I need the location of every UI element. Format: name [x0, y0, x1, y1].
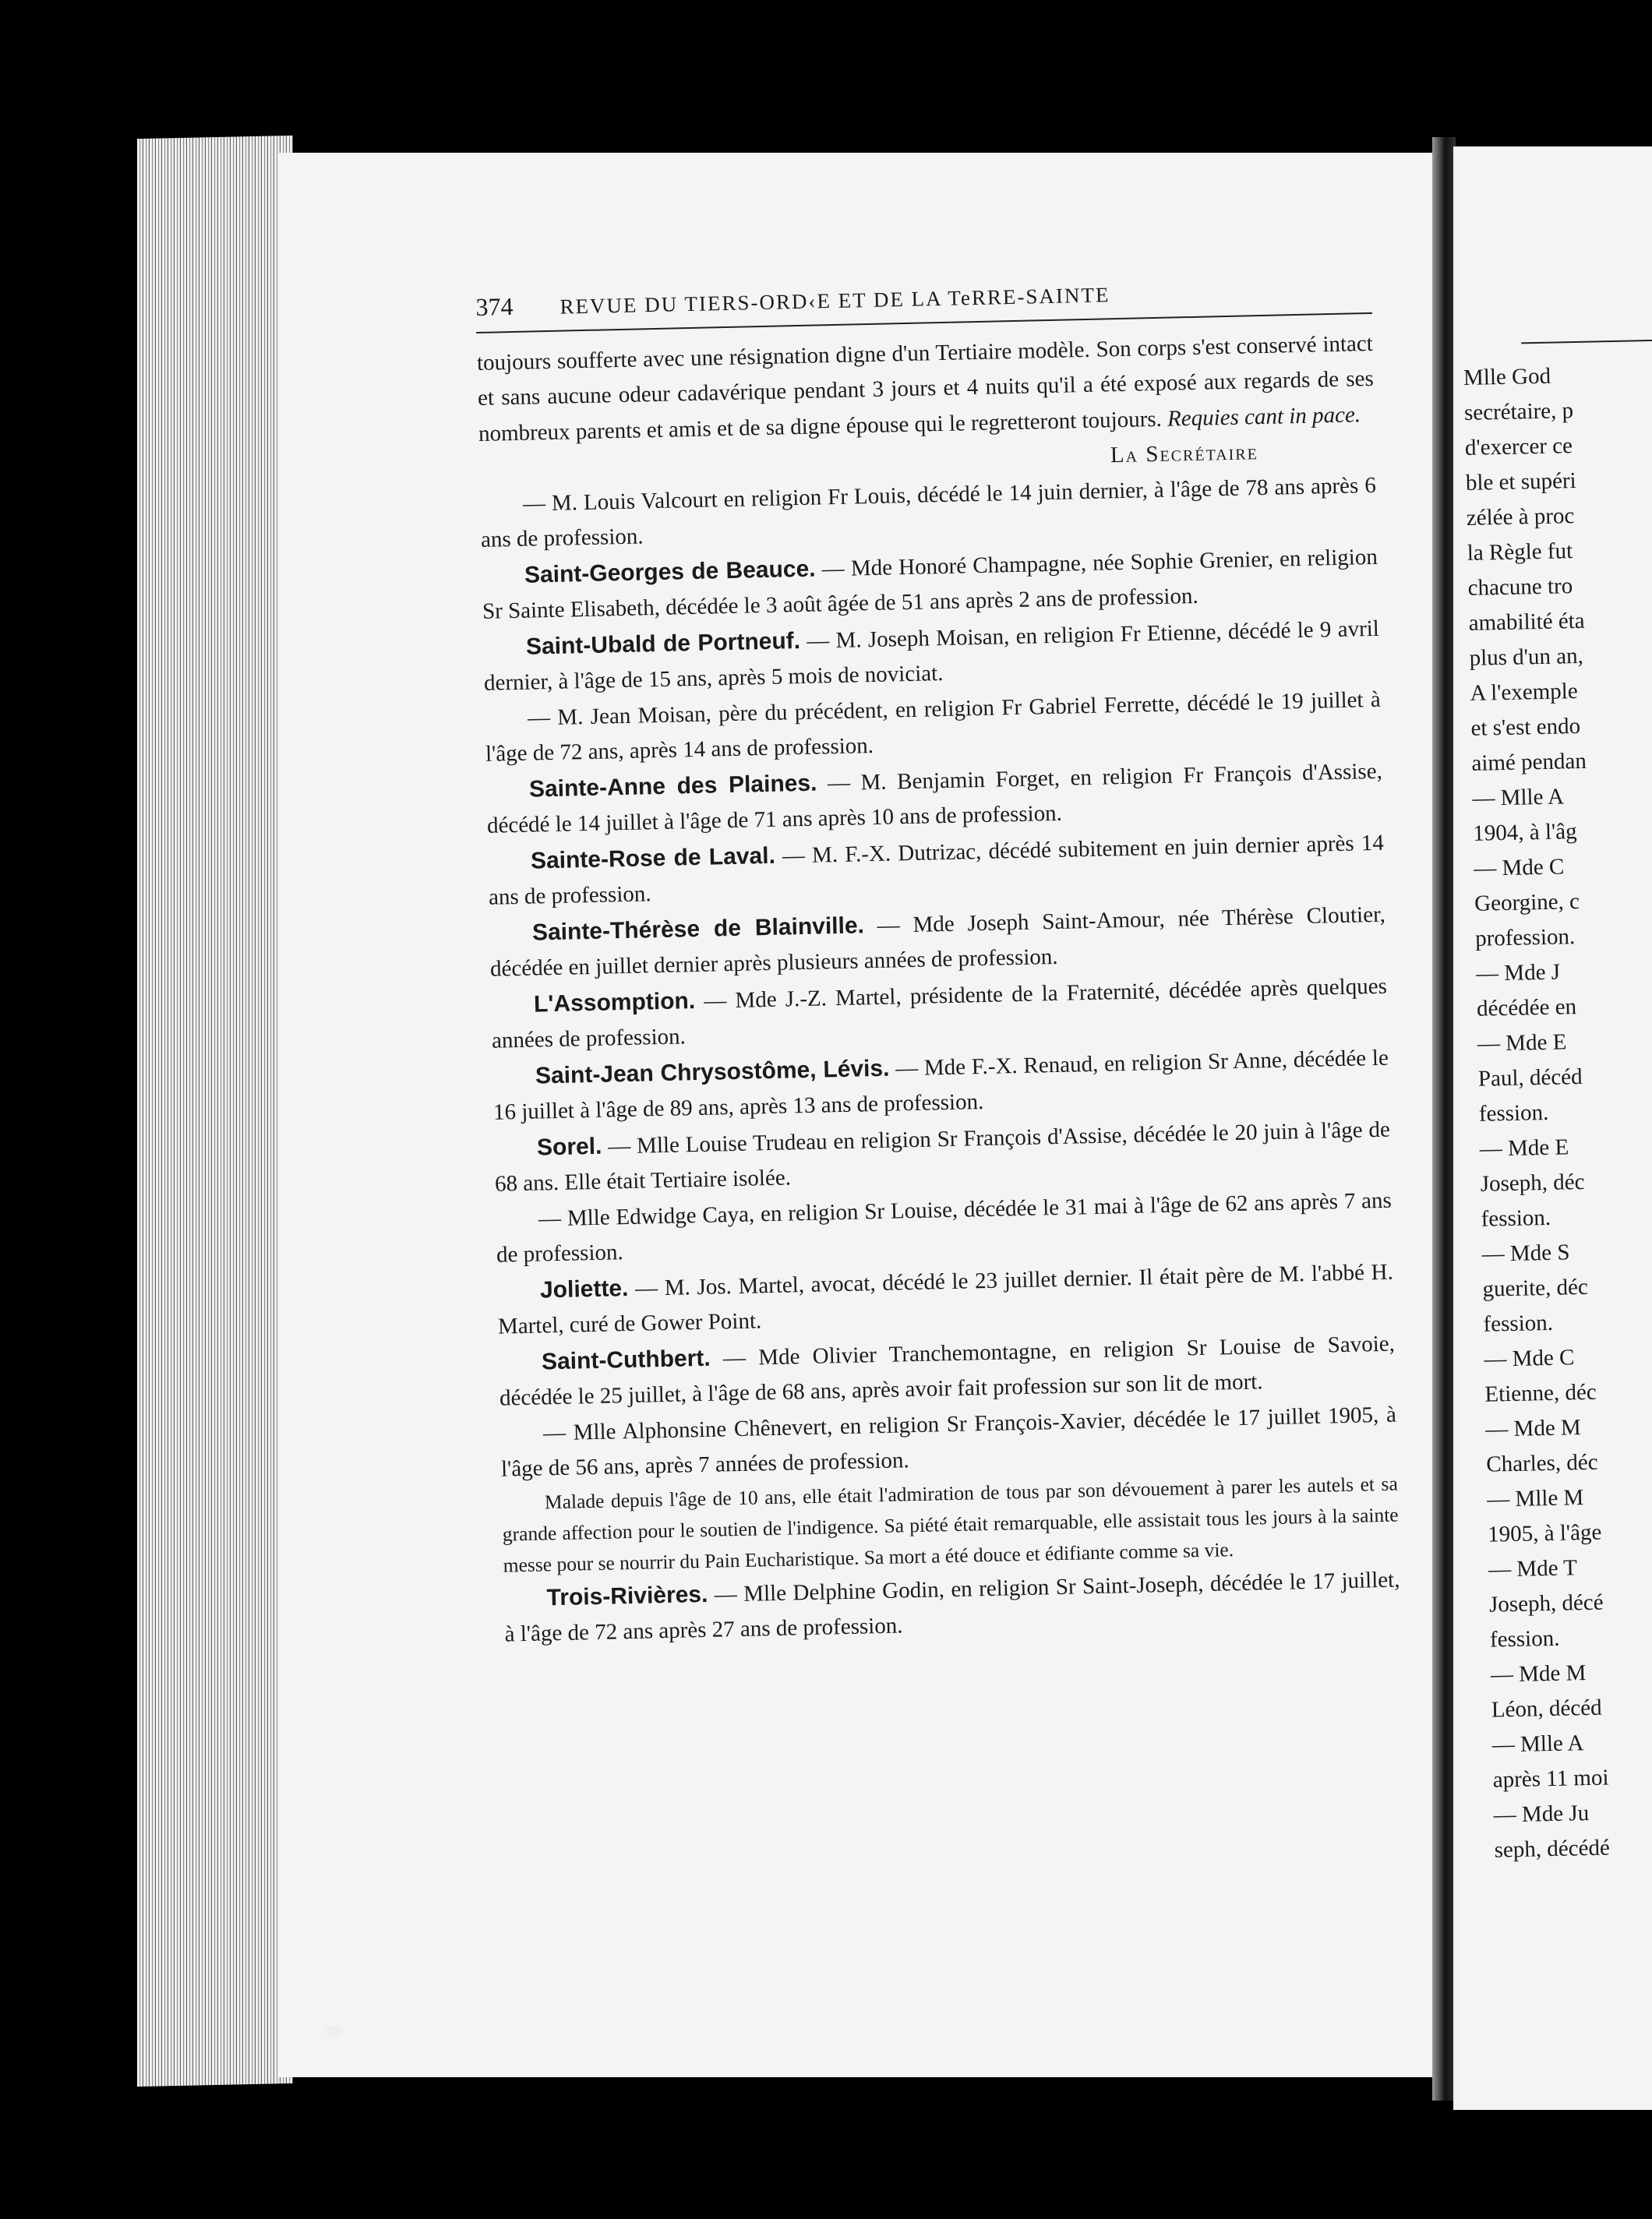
- left-page-text: [475, 270, 1401, 1653]
- right-page-line: d'exercer ce: [1464, 433, 1573, 460]
- right-page-line: et s'est endo: [1470, 713, 1581, 741]
- obituary-entries: [480, 467, 1401, 1653]
- page-edges: [137, 136, 293, 2087]
- running-title: REVUE DU TIERS-ORD‹E ET DE LA TeRRE-SAINTE: [559, 283, 1110, 319]
- place-name: Saint-Jean Chrysostôme, Lévis.: [535, 1055, 890, 1089]
- right-header-rule: [1521, 333, 1652, 344]
- signature: La Secrétaire: [1110, 439, 1259, 468]
- entry-text: — Mde Olivier Tranchemontagne, en religion Sr Louise de Savoie, décédée le 25 juillet, à l'âge de 68 ans, après avoir fait profession sur son lit de mort.: [499, 1331, 1396, 1411]
- right-page-line: plus d'un an,: [1469, 643, 1584, 671]
- right-page-line: — Mde Ju: [1493, 1801, 1590, 1828]
- right-page-line: Georgine, c: [1474, 889, 1580, 916]
- entry-text: Malade depuis l'âge de 10 ans, elle était l'admiration de tous par son dévouement à parer les autels et sa grande affection pour le soutien de l'indigence. Sa piété était remarquable, elle assistait tous les jours à la sainte messe pour se nourrir du Pain Eucharistique. Sa mort a été douce et édifiante comme sa vie.: [502, 1472, 1399, 1577]
- right-page-line: fession.: [1489, 1625, 1560, 1653]
- entry-text: — Mde F.-X. Renaud, en religion Sr Anne, décédée le 16 juillet à l'âge de 89 ans, après 13 ans de profession.: [492, 1045, 1389, 1125]
- page-number: 374: [475, 291, 514, 321]
- right-page-line: secrétaire, p: [1463, 398, 1574, 425]
- right-page-line: fession.: [1478, 1099, 1549, 1127]
- right-page-line: Charles, déc: [1485, 1449, 1598, 1477]
- entry-text: — Mde Honoré Champagne, née Sophie Grenier, en religion Sr Sainte Elisabeth, décédée le 3 août âgée de 51 ans après 2 ans de profession.: [482, 544, 1378, 624]
- right-page-line: — Mlle A: [1491, 1730, 1584, 1758]
- right-page-line: 1905, à l'âge: [1487, 1519, 1602, 1547]
- right-page-line: chacune tro: [1467, 573, 1573, 601]
- right-page-line: fession.: [1483, 1310, 1554, 1337]
- entry-text: — M. Louis Valcourt en religion Fr Louis, décédé le 14 juin dernier, à l'âge de 78 ans après 6 ans de profession.: [480, 472, 1377, 552]
- book-gutter: [1432, 137, 1456, 2101]
- place-name: Joliette.: [539, 1275, 629, 1303]
- place-name: Trois-Rivières.: [546, 1581, 708, 1610]
- right-page-line: — Mde J: [1475, 959, 1561, 986]
- right-page-line: Joseph, déc: [1480, 1169, 1585, 1197]
- place-name: Sainte-Anne des Plaines.: [528, 770, 817, 803]
- right-page-line: — Mde M: [1485, 1415, 1582, 1442]
- intro-paragraph: [477, 326, 1375, 452]
- right-page-line: — Mde E: [1477, 1029, 1567, 1057]
- right-page-line: la Règle fut: [1467, 538, 1573, 566]
- entry-text: — M. Joseph Moisan, en religion Fr Etienne, décédé le 9 avril dernier, à l'âge de 15 ans, après 5 mois de noviciat.: [483, 616, 1380, 696]
- place-name: Saint-Georges de Beauce.: [524, 556, 816, 588]
- entry-text: — Mlle Delphine Godin, en religion Sr Saint-Joseph, décédée le 17 juillet, à l'âge de 72 ans après 27 ans de profession.: [504, 1567, 1400, 1647]
- place-name: Sorel.: [536, 1133, 602, 1161]
- right-page-lines: [1463, 356, 1652, 1868]
- right-page-line: — Mlle A: [1472, 784, 1565, 811]
- right-page-line: zélée à proc: [1466, 503, 1575, 531]
- entry-text: — Mlle Alphonsine Chênevert, en religion Sr François-Xavier, décédée le 17 juillet 1905, à l'âge de 56 ans, après 7 années de profession.: [500, 1402, 1397, 1482]
- right-page-line: seph, décédé: [1494, 1835, 1611, 1863]
- right-page-line: décédée en: [1476, 994, 1577, 1021]
- right-page-line: ble et supéri: [1465, 467, 1576, 496]
- right-page-line: — Mde S: [1481, 1240, 1570, 1267]
- right-page-line: profession.: [1474, 924, 1576, 951]
- intro-text: toujours soufferte avec une résignation digne d'un Tertiaire modèle. Son corps s'est conservé intact et sans aucune odeur cadavérique pendant 3 jours et 4 nuits qu'il a été exposé aux regards de ses nombreux parents et amis et de sa digne épouse qui le regretteront toujours.: [476, 330, 1375, 446]
- entry-text: — Mde Joseph Saint-Amour, née Thérèse Cloutier, décédée en juillet dernier après plusieurs années de profession.: [489, 901, 1386, 982]
- entry-text: — M. Benjamin Forget, en religion Fr François d'Assise, décédé le 14 juillet à l'âge de 71 ans après 10 ans de profession.: [486, 758, 1383, 838]
- place-name: Sainte-Rose de Laval.: [530, 842, 776, 874]
- entry-text: — M. Jos. Martel, avocat, décédé le 23 juillet dernier. Il était père de M. l'abbé H. Martel, curé de Gower Point.: [497, 1259, 1394, 1339]
- right-page-line: 1904, à l'âg: [1473, 819, 1577, 846]
- place-name: Saint-Ubald de Portneuf.: [525, 627, 801, 660]
- entry-text: — M. F.-X. Dutrizac, décédé subitement en juin dernier après 14 ans de profession.: [488, 830, 1385, 910]
- right-page-line: — Mde C: [1484, 1345, 1575, 1372]
- right-page-line: — Mlle M: [1486, 1485, 1584, 1512]
- place-name: L'Assomption.: [533, 987, 696, 1018]
- entry-text: — M. Jean Moisan, père du précédent, en religion Fr Gabriel Ferrette, décédé le 19 juillet à l'âge de 72 ans, après 14 ans de profession.: [485, 686, 1382, 767]
- entry-text: — Mde J.-Z. Martel, présidente de la Fraternité, décédée après quelques années de profession.: [491, 973, 1388, 1053]
- right-page: [1453, 146, 1652, 2110]
- right-page-line: guerite, déc: [1482, 1274, 1589, 1302]
- right-page-line: A l'exemple: [1470, 679, 1578, 706]
- right-page-line: Etienne, déc: [1484, 1379, 1597, 1407]
- intro-italic: Requies cant in pace.: [1167, 401, 1361, 432]
- right-page-line: Paul, décéd: [1477, 1064, 1583, 1092]
- right-page-line: Joseph, décé: [1488, 1589, 1604, 1618]
- right-page-line: — Mde T: [1488, 1555, 1578, 1582]
- right-page-line: — Mde E: [1479, 1134, 1569, 1162]
- entry-text: — Mlle Louise Trudeau en religion Sr François d'Assise, décédée le 20 juin à l'âge de 68 ans. Elle était Tertiaire isolée.: [494, 1117, 1391, 1197]
- right-page-line: après 11 moi: [1492, 1765, 1609, 1793]
- place-name: Sainte-Thérèse de Blainville.: [531, 912, 865, 946]
- right-page-line: Mlle God: [1463, 363, 1551, 390]
- right-page-line: — Mde M: [1490, 1660, 1587, 1688]
- right-page-text: [1463, 333, 1652, 1868]
- right-page-line: amabilité éta: [1468, 608, 1585, 636]
- entry-text: — Mlle Edwidge Caya, en religion Sr Louise, décédée le 31 mai à l'âge de 62 ans après 7 ans de profession.: [496, 1187, 1393, 1268]
- right-page-line: fession.: [1481, 1205, 1551, 1232]
- right-page-line: aimé pendan: [1471, 748, 1587, 776]
- place-name: Saint-Cuthbert.: [541, 1345, 711, 1374]
- scan-speck: [326, 2026, 343, 2037]
- right-page-line: Léon, décéd: [1491, 1695, 1602, 1723]
- right-page-line: — Mde C: [1473, 854, 1565, 881]
